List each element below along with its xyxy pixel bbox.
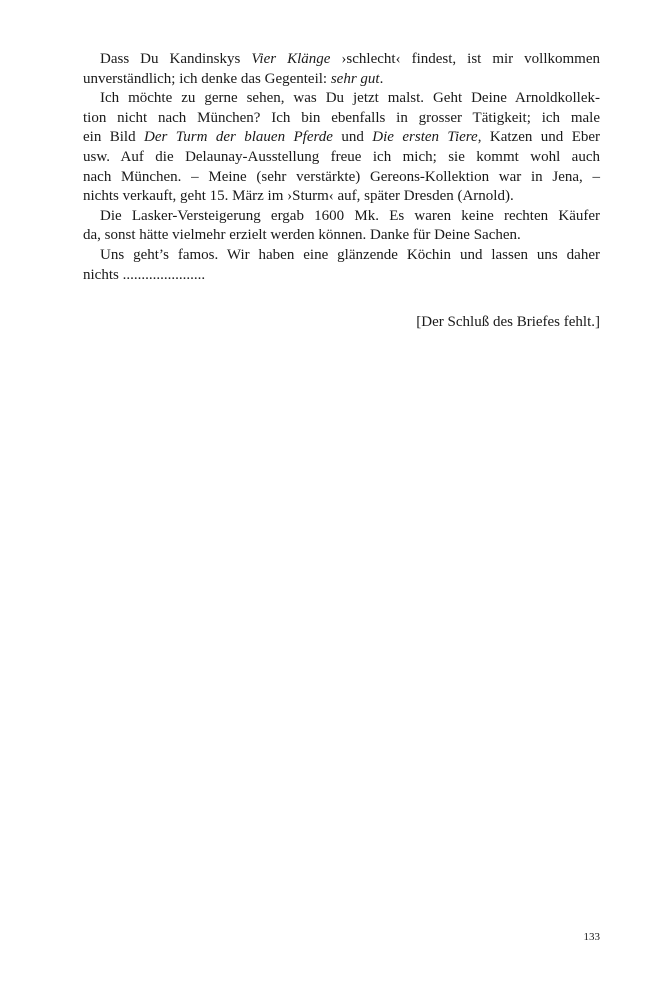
text-line — [83, 266, 600, 286]
text-line — [83, 50, 600, 70]
text-line — [83, 226, 600, 246]
letter-body — [83, 50, 600, 285]
italic-title: sehr gut — [330, 70, 380, 87]
text-run: nichts verkauft, geht 15. März im ›Sturm‹ auf, später Dresden (Arnold). — [83, 188, 514, 205]
text-run: nach München. – Meine (sehr verstärkte) Gereons-Kollektion war in Jena, – — [83, 168, 600, 185]
text-run: unverständlich; ich denke das Gegenteil: — [83, 70, 331, 87]
text-line — [83, 128, 600, 148]
text-run: Uns geht’s famos. Wir haben eine glänzende Köchin und lassen uns daher — [100, 246, 600, 263]
text-run: und — [332, 129, 373, 146]
text-run: ein Bild — [83, 129, 144, 146]
page-number: 133 — [583, 931, 600, 943]
text-run: usw. Auf die Delaunay-Ausstellung freue ich mich; sie kommt wohl auch — [83, 148, 600, 165]
text-line — [83, 187, 600, 207]
italic-title: Der Turm der blauen Pferde — [144, 129, 333, 146]
text-line — [83, 148, 600, 168]
text-run: . — [379, 70, 384, 87]
text-run: , Katzen und Eber — [477, 129, 601, 146]
text-line — [83, 70, 600, 90]
paragraph — [83, 50, 600, 89]
text-run: ›schlecht‹ findest, ist mir vollkommen — [330, 51, 600, 67]
text-run: nichts ...................... — [83, 266, 206, 283]
text-run: Dass Du Kandinskys — [100, 51, 252, 67]
text-run: Die Lasker-Versteigerung ergab 1600 Mk. Es waren keine rechten Käufer — [100, 207, 600, 224]
paragraph — [83, 207, 600, 246]
text-line — [83, 89, 600, 109]
paragraph — [83, 246, 600, 285]
text-run: da, sonst hätte vielmehr erzielt werden können. Danke für Deine Sachen. — [83, 227, 521, 244]
text-line — [83, 246, 600, 266]
text-line — [83, 207, 600, 227]
text-line — [83, 168, 600, 188]
text-line — [83, 109, 600, 129]
text-run: tion nicht nach München? Ich bin ebenfalls in grosser Tätigkeit; ich male — [83, 109, 600, 126]
italic-title: Die ersten Tiere — [372, 129, 478, 146]
italic-title: Vier Klänge — [251, 51, 331, 67]
text-run: Ich möchte zu gerne sehen, was Du jetzt malst. Geht Deine Arnoldkollek- — [100, 90, 600, 107]
closing-note: [Der Schluß des Briefes fehlt.] — [416, 314, 600, 330]
paragraph — [83, 89, 600, 207]
